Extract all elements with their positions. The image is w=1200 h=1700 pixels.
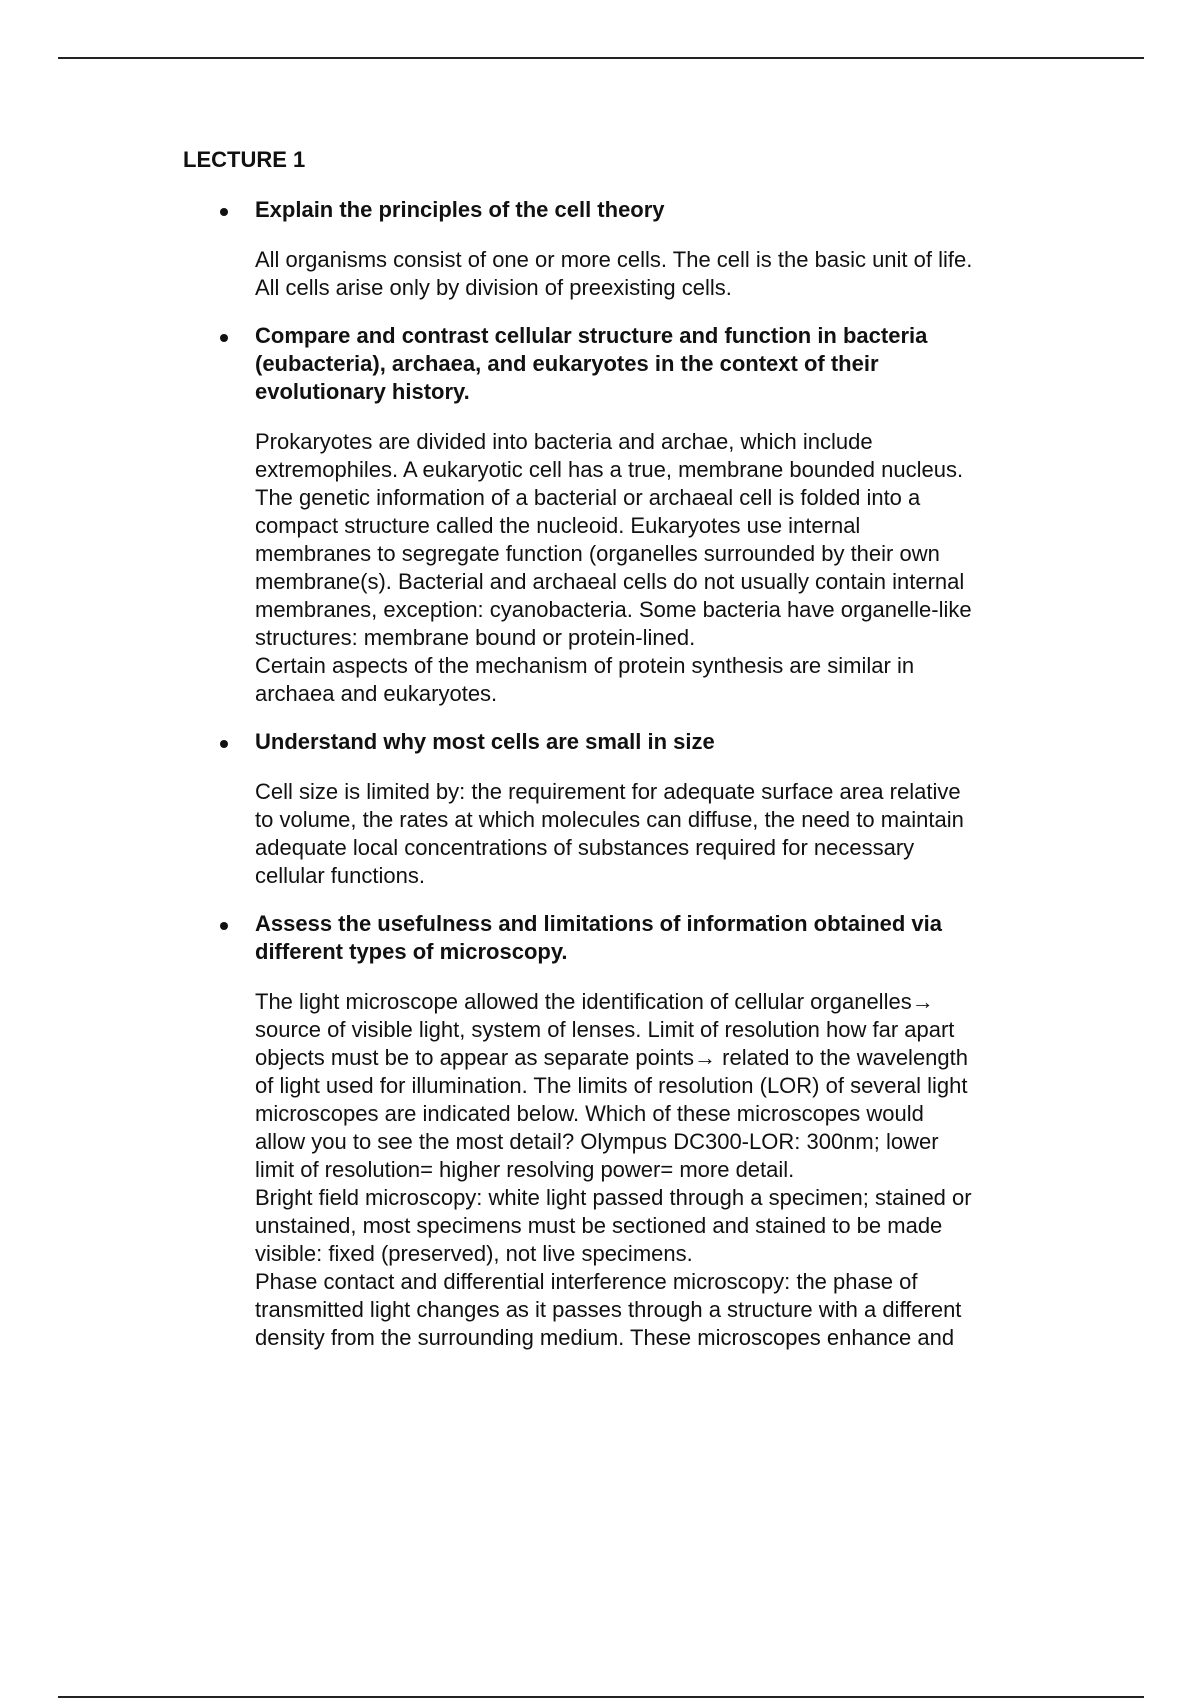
bullet-icon <box>220 208 228 216</box>
section-cellular-structure <box>183 322 1063 708</box>
section-cell-size <box>183 728 1063 890</box>
bullet-icon <box>220 740 228 748</box>
section-heading: Understand why most cells are small in size <box>255 729 715 754</box>
section-heading: Assess the usefulness and limitations of information obtained via different types of microscopy. <box>255 911 943 964</box>
top-rule <box>58 57 1144 59</box>
page-title: LECTURE 1 <box>183 147 306 172</box>
section-microscopy <box>183 910 1063 1352</box>
bullet-icon <box>220 334 228 342</box>
section-body: All organisms consist of one or more cells. The cell is the basic unit of life. All cells arise only by division of preexisting cells. <box>255 247 973 300</box>
bullet-icon <box>220 922 228 930</box>
section-heading: Compare and contrast cellular structure and function in bacteria (eubacteria), archaea, and eukaryotes in the context of their evolutionary history. <box>255 323 928 404</box>
section-cell-theory <box>183 196 1063 302</box>
section-body: Cell size is limited by: the requirement for adequate surface area relative to volume, the rates at which molecules can diffuse, the need to maintain adequate local concentrations of substances required for necessary cellular functions. <box>255 779 964 888</box>
bottom-rule <box>58 1696 1144 1698</box>
section-body: The light microscope allowed the identification of cellular organelles→ source of visible light, system of lenses. Limit of resolution how far apart objects must be to appear as separate points→ related to the wavelength of light used for illumination. The limits of resolution (LOR) of several light microscopes are indicated below. Which of these microscopes would allow you to see the most detail? Olympus DC300-LOR: 300nm; lower limit of resolution= higher resolving power= more detail. Bright field microscopy: white light passed through a specimen; stained or unstained, most specimens must be sectioned and stained to be made visible: fixed (preserved), not live specimens. Phase contact and differential interference microscopy: the phase of transmitted light changes as it passes through a structure with a different density from the surrounding medium. These microscopes enhance and <box>255 989 972 1350</box>
document-content <box>183 144 1063 1372</box>
section-heading: Explain the principles of the cell theory <box>255 197 665 222</box>
section-body: Prokaryotes are divided into bacteria and archae, which include extremophiles. A eukaryotic cell has a true, membrane bounded nucleus. The genetic information of a bacterial or archaeal cell is folded into a compact structure called the nucleoid. Eukaryotes use internal membranes to segregate function (organelles surrounded by their own membrane(s). Bacterial and archaeal cells do not usually contain internal membranes, exception: cyanobacteria. Some bacteria have organelle-like structures: membrane bound or protein-lined. Certain aspects of the mechanism of protein synthesis are similar in archaea and eukaryotes. <box>255 429 972 706</box>
